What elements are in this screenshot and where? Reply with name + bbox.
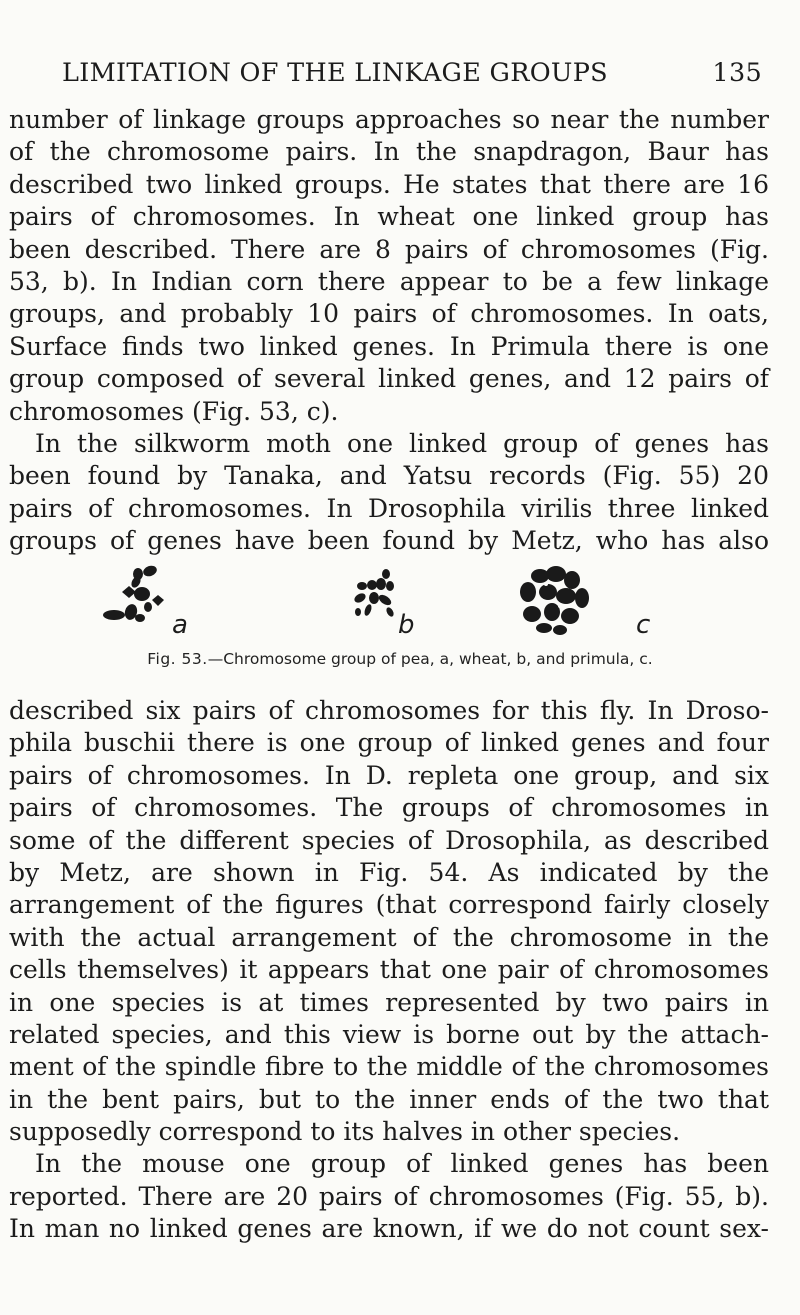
text-line: reported. There are 20 pairs of chromosomes (Fig. 55, b). — [9, 1181, 769, 1211]
text-line: number of linkage groups approaches so near the number — [9, 105, 769, 134]
text-line: groups, and probably 10 pairs of chromosomes. In oats, — [9, 299, 769, 329]
text-line: phila buschii there is one group of linked genes and four — [9, 728, 769, 758]
caption-prefix: Fig. 53. — [147, 650, 208, 668]
text-line: arrangement of the figures (that correspond fairly closely — [9, 890, 769, 920]
figure-caption — [0, 650, 800, 668]
chromosome-group-wheat — [330, 562, 440, 650]
text-line: in the bent pairs, but to the inner ends of the two that — [9, 1084, 769, 1114]
text-line: In the silkworm moth one linked group of genes has — [35, 428, 769, 458]
figure-53 — [100, 562, 700, 652]
text-line: with the actual arrangement of the chromosome in the — [9, 922, 769, 952]
text-line: 53, b). In Indian corn there appear to be a few linkage — [9, 266, 769, 296]
text-line: pairs of chromosomes. The groups of chromosomes in — [9, 793, 769, 823]
running-header — [62, 58, 762, 88]
text-line: In the mouse one group of linked genes has been — [35, 1149, 769, 1179]
text-line: described two linked groups. He states that there are 16 — [9, 169, 769, 199]
text-line: groups of genes have been found by Metz, who has also — [9, 526, 769, 556]
text-line: supposedly correspond to its halves in other species. — [9, 1117, 681, 1147]
running-head-title: LIMITATION OF THE LINKAGE GROUPS — [62, 58, 608, 88]
text-line: described six pairs of chromosomes for this fly. In Droso- — [9, 696, 769, 725]
figure-label-c: c — [636, 610, 651, 640]
text-line: group composed of several linked genes, and 12 pairs of — [9, 364, 769, 394]
page-number: 135 — [712, 58, 762, 88]
paragraph-bottom — [9, 695, 769, 1246]
chromosome-group-pea — [100, 562, 220, 650]
text-line: of the chromosome pairs. In the snapdragon, Baur has — [9, 137, 769, 167]
text-line: pairs of chromosomes. In D. repleta one group, and six — [9, 760, 769, 790]
text-line: related species, and this view is borne out by the attach- — [9, 1019, 769, 1049]
paragraph-top — [9, 104, 769, 557]
figure-label-a: a — [172, 610, 188, 640]
text-line: been described. There are 8 pairs of chromosomes (Fig. — [9, 234, 769, 264]
chromosome-group-primula — [498, 562, 618, 650]
caption-text: —Chromosome group of pea, a, wheat, b, and primula, c. — [207, 650, 653, 668]
text-line: by Metz, are shown in Fig. 54. As indicated by the — [9, 857, 769, 887]
text-line: in one species is at times represented by two pairs in — [9, 987, 769, 1017]
text-line: In man no linked genes are known, if we do not count sex- — [9, 1214, 769, 1244]
text-line: Surface finds two linked genes. In Primula there is one — [9, 331, 769, 361]
text-line: been found by Tanaka, and Yatsu records (Fig. 55) 20 — [9, 461, 769, 491]
text-line: some of the different species of Drosophila, as described — [9, 825, 769, 855]
figure-label-b: b — [398, 610, 415, 640]
text-line: ment of the spindle fibre to the middle of the chromosomes — [9, 1052, 769, 1082]
text-line: pairs of chromosomes. In Drosophila virilis three linked — [9, 493, 769, 523]
text-line: pairs of chromosomes. In wheat one linked group has — [9, 202, 769, 232]
text-line: chromosomes (Fig. 53, c). — [9, 396, 339, 426]
text-line: cells themselves) it appears that one pair of chromosomes — [9, 955, 769, 985]
